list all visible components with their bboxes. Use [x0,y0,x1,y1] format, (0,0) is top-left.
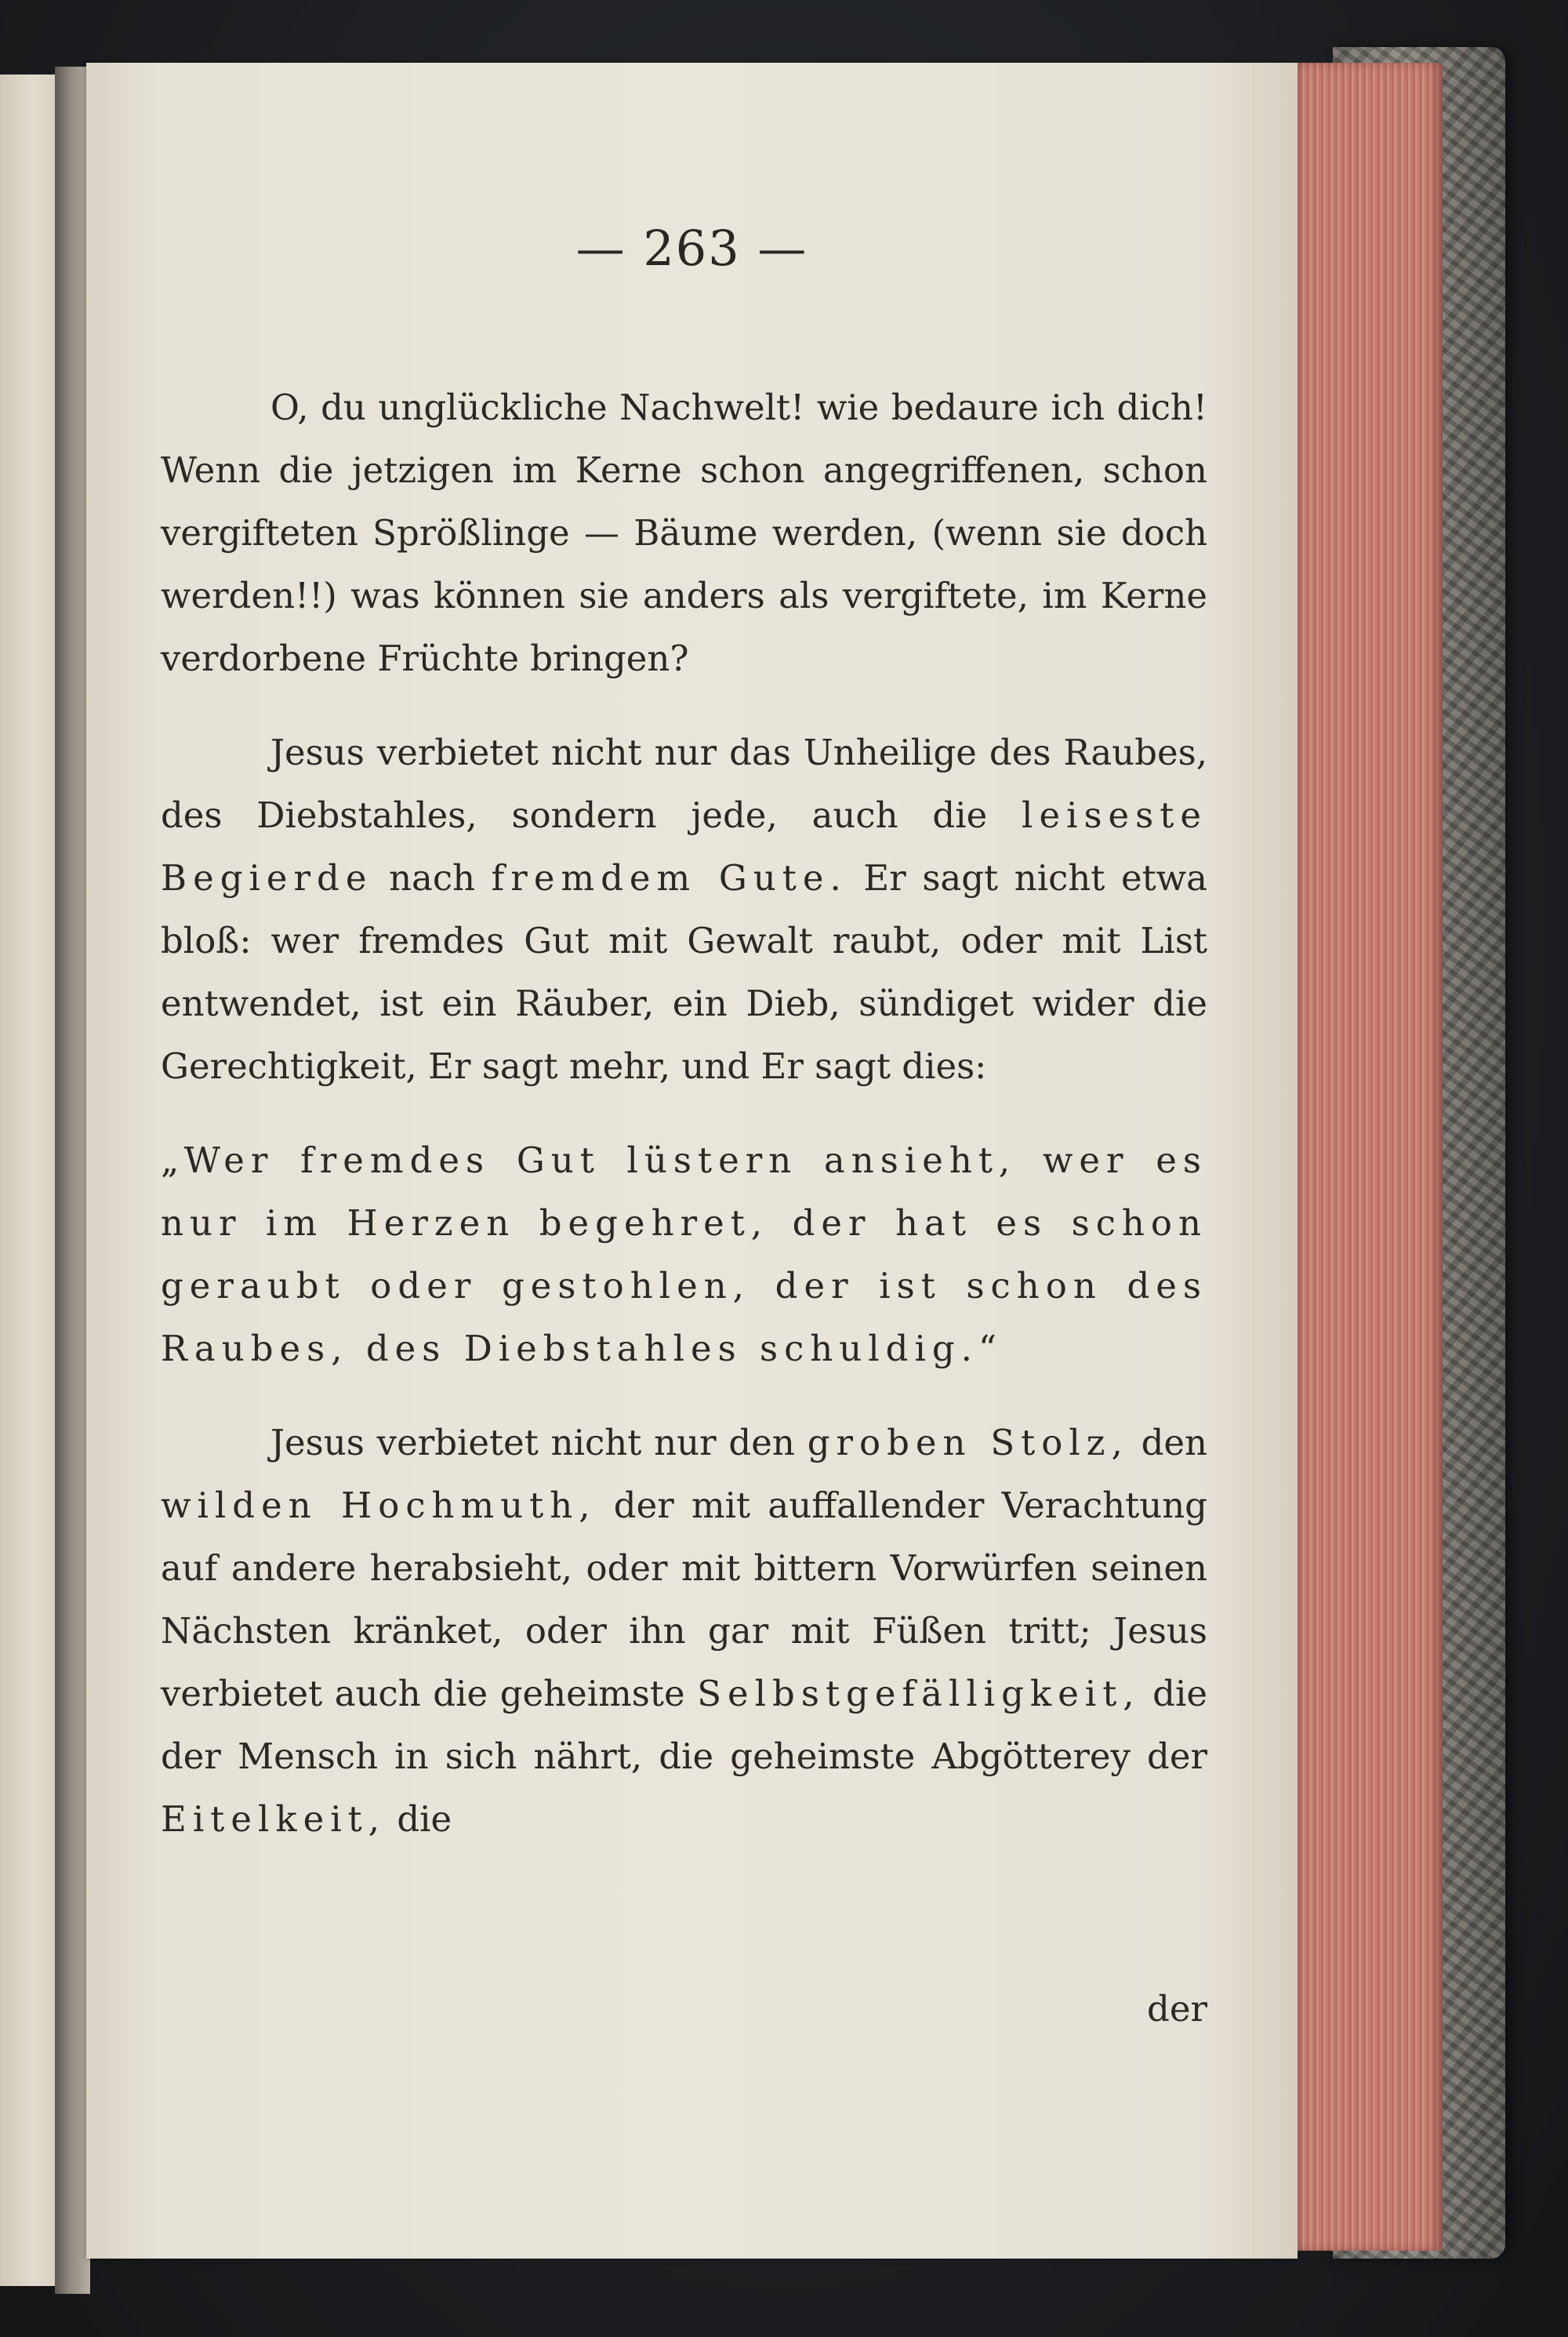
emphasized-text: fremdem Gute. [491,857,848,899]
page-text [161,376,1207,1851]
text-segment: die [386,1798,452,1840]
text-segment: die der Mensch in sich nährt, die geheimste Abgötterey der [161,1673,1207,1777]
book-page [86,63,1298,2259]
paragraph [161,721,1207,1098]
emphasized-text: „Wer fremdes Gut lüstern ansieht, wer es nur im Herzen begehret, der hat es schon geraubt oder gestohlen, der ist schon des Raubes, des Diebstahles schuldig.“ [161,1139,1207,1369]
page-number: — 263 — [575,220,808,277]
left-page-edge [0,75,58,2286]
text-segment: den [1128,1422,1207,1463]
text-segment: der mit auffallender Verachtung auf andere herabsieht, oder mit bittern Vorwürfen seinen Nächsten kränket, oder ihn gar mit Füßen tritt; Jesus verbietet auch die geheimste [161,1485,1207,1714]
text-segment: Jesus verbietet nicht nur den [270,1422,808,1463]
catchword: der [1147,1988,1207,2030]
paragraph [161,376,1207,690]
emphasized-text: Eitelkeit, [161,1798,387,1840]
emphasized-text: Selbstgefälligkeit, [697,1673,1141,1714]
text-segment: Jesus verbietet nicht nur das Unheilige des Raubes, des Diebstahles, sondern jede, auch die [161,732,1207,836]
emphasized-text: leiseste Begierde [161,794,1207,899]
quote-paragraph [161,1129,1207,1380]
text-segment: Er sagt nicht etwa bloß: wer fremdes Gut mit Gewalt raubt, oder mit List entwendet, ist ein Räuber, ein Dieb, sündiget wider die Gerechtigkeit, Er sagt mehr, und Er sagt dies: [161,857,1208,1087]
book-gutter [55,67,90,2294]
emphasized-text: groben Stolz, [807,1422,1129,1463]
text-segment: nach [372,857,492,899]
paragraph [161,1412,1207,1851]
text-segment: O, du unglückliche Nachwelt! wie bedaure ich dich! Wenn die jetzigen im Kerne schon angegriffenen, schon vergifteten Sprößlinge — Bäume werden, (wenn sie doch werden!!) was können sie anders als vergiftete, im Kerne verdorbene Früchte bringen? [161,387,1207,679]
emphasized-text: wilden Hochmuth, [161,1485,597,1526]
page-block-edge [1286,63,1443,2251]
